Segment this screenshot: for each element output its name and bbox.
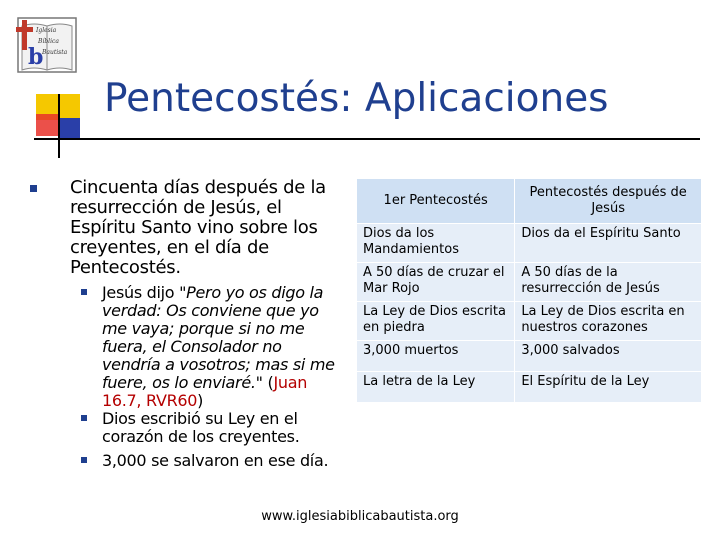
bullet-square-icon [81, 457, 87, 463]
bullet-main-text: Cincuenta días después de la resurrección de Jesús, el Espíritu Santo vino sobre los creyentes, en el día de Pentecostés. [70, 177, 326, 278]
table-header-cell: Pentecostés después de Jesús [515, 179, 702, 224]
logo-line-1: Iglesia [36, 27, 57, 34]
table-cell: 3,000 muertos [357, 341, 515, 372]
deco-blue-square [58, 118, 80, 138]
sub-bullet-law-text: Dios escribió su Ley en el corazón de los creyentes. [102, 409, 300, 446]
table-cell: A 50 días de cruzar el Mar Rojo [357, 263, 515, 302]
bullet-main [30, 178, 340, 278]
table-header-cell: 1er Pentecostés [357, 179, 515, 224]
table-cell: A 50 días de la resurrección de Jesús [515, 263, 702, 302]
logo-b-letter: b [28, 44, 44, 70]
sub-bullet-law [30, 410, 340, 446]
bible-reference: Juan 16.7, RVR60 [102, 373, 308, 410]
bible-quote: "Pero yo os digo la verdad: Os conviene que yo me vaya; porque si no me fuera, el Consolador no vendría a vosotros; mas si me fuere, os lo enviaré." [102, 283, 335, 392]
table-cell: Dios da los Mandamientos [357, 224, 515, 263]
logo-line-2: Bíblica [38, 38, 59, 45]
cross-horizontal [16, 27, 33, 32]
sub-bullet-saved-text: 3,000 se salvaron en ese día. [102, 451, 329, 470]
sub-bullet-saved [30, 452, 340, 470]
footer-url: www.iglesiabiblicabautista.org [261, 509, 459, 524]
bullet-square-icon [81, 289, 87, 295]
table-row [357, 302, 702, 341]
table-cell: La Ley de Dios escrita en piedra [357, 302, 515, 341]
church-logo [14, 16, 80, 76]
table-cell: El Espíritu de la Ley [515, 372, 702, 403]
deco-horizontal-line [34, 138, 700, 140]
deco-red-square [36, 114, 58, 136]
ref-open: ( [267, 373, 274, 392]
cross-vertical [22, 20, 27, 50]
table-header-row [357, 179, 702, 224]
slide-title: Pentecostés: Aplicaciones [104, 76, 609, 121]
table-row [357, 224, 702, 263]
table-row [357, 263, 702, 302]
comparison-table [356, 178, 702, 403]
table-cell: Dios da el Espíritu Santo [515, 224, 702, 263]
sub-bullet-prefix: Jesús dijo [102, 283, 180, 302]
table-cell: 3,000 salvados [515, 341, 702, 372]
bullet-square-icon [30, 185, 37, 192]
table-row [357, 341, 702, 372]
ref-close: ) [197, 391, 204, 410]
deco-vertical-line [58, 94, 60, 158]
table-row [357, 372, 702, 403]
logo-line-3: Bautista [42, 49, 68, 56]
table-cell: La letra de la Ley [357, 372, 515, 403]
table-cell: La Ley de Dios escrita en nuestros corazones [515, 302, 702, 341]
sub-bullet-jesus-quote [30, 284, 340, 410]
bullet-list [30, 178, 340, 470]
bullet-square-icon [81, 415, 87, 421]
